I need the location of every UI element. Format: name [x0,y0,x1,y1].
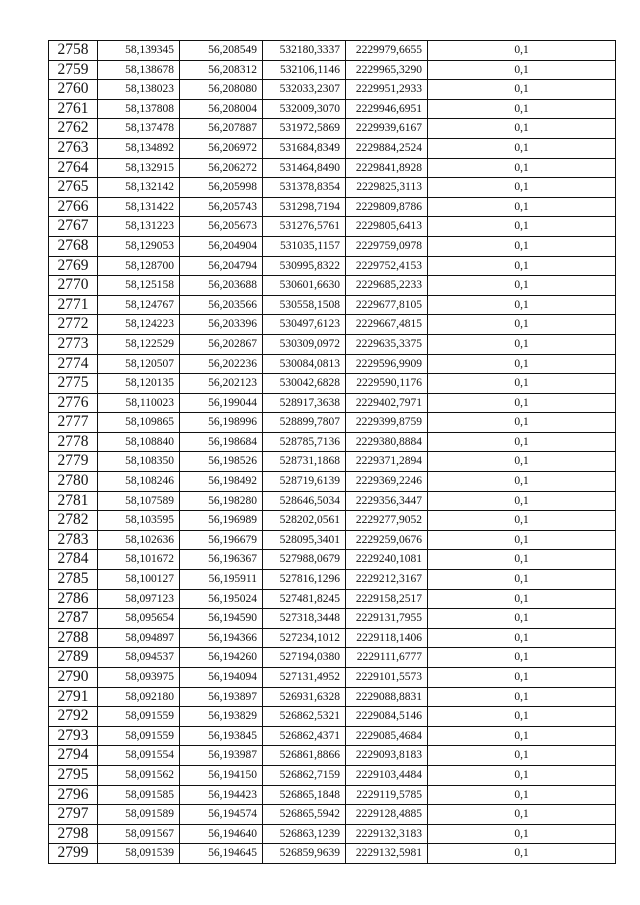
cell-tolerance: 0,1 [428,354,616,374]
cell-tolerance: 0,1 [428,726,616,746]
cell-latitude: 58,110023 [98,393,180,413]
cell-coord-x: 528917,3638 [263,393,346,413]
cell-latitude: 58,091567 [98,824,180,844]
cell-longitude: 56,194260 [180,648,263,668]
cell-coord-x: 531035,1157 [263,236,346,256]
cell-coord-y: 2229805,6413 [346,217,428,237]
cell-tolerance: 0,1 [428,80,616,100]
cell-latitude: 58,091589 [98,805,180,825]
table-row [49,374,616,394]
cell-tolerance: 0,1 [428,511,616,531]
cell-tolerance: 0,1 [428,648,616,668]
cell-latitude: 58,129053 [98,236,180,256]
cell-point-number: 2791 [49,687,98,707]
cell-latitude: 58,138678 [98,60,180,80]
cell-coord-x: 530558,1508 [263,295,346,315]
table-row [49,178,616,198]
cell-tolerance: 0,1 [428,844,616,864]
cell-coord-x: 527194,0380 [263,648,346,668]
cell-latitude: 58,091554 [98,746,180,766]
cell-tolerance: 0,1 [428,276,616,296]
cell-longitude: 56,196367 [180,550,263,570]
cell-tolerance: 0,1 [428,707,616,727]
cell-tolerance: 0,1 [428,765,616,785]
cell-point-number: 2788 [49,628,98,648]
table-row [49,158,616,178]
table-row [49,648,616,668]
table-row [49,354,616,374]
cell-coord-x: 531378,8354 [263,178,346,198]
cell-longitude: 56,205673 [180,217,263,237]
cell-latitude: 58,124767 [98,295,180,315]
cell-point-number: 2769 [49,256,98,276]
cell-latitude: 58,138023 [98,80,180,100]
cell-longitude: 56,198684 [180,432,263,452]
cell-point-number: 2794 [49,746,98,766]
cell-coord-y: 2229685,2233 [346,276,428,296]
table-row [49,511,616,531]
cell-point-number: 2770 [49,276,98,296]
cell-coord-y: 2229240,1081 [346,550,428,570]
cell-coord-y: 2229752,4153 [346,256,428,276]
cell-latitude: 58,137478 [98,119,180,139]
cell-latitude: 58,094537 [98,648,180,668]
table-row [49,60,616,80]
cell-latitude: 58,091559 [98,726,180,746]
cell-point-number: 2768 [49,236,98,256]
cell-latitude: 58,102636 [98,530,180,550]
cell-coord-y: 2229979,6655 [346,41,428,61]
cell-coord-y: 2229590,1176 [346,374,428,394]
cell-tolerance: 0,1 [428,746,616,766]
cell-point-number: 2796 [49,785,98,805]
cell-coord-y: 2229946,6951 [346,99,428,119]
cell-tolerance: 0,1 [428,374,616,394]
cell-coord-x: 531684,8349 [263,138,346,158]
cell-longitude: 56,202236 [180,354,263,374]
table-row [49,824,616,844]
cell-point-number: 2759 [49,60,98,80]
cell-point-number: 2760 [49,80,98,100]
cell-point-number: 2780 [49,472,98,492]
table-row [49,707,616,727]
table-row [49,138,616,158]
cell-latitude: 58,091585 [98,785,180,805]
cell-latitude: 58,095654 [98,609,180,629]
cell-tolerance: 0,1 [428,138,616,158]
cell-longitude: 56,208312 [180,60,263,80]
cell-point-number: 2767 [49,217,98,237]
cell-tolerance: 0,1 [428,295,616,315]
cell-coord-x: 526931,6328 [263,687,346,707]
table-row [49,785,616,805]
cell-coord-x: 532180,3337 [263,41,346,61]
cell-longitude: 56,193897 [180,687,263,707]
table-row [49,393,616,413]
cell-tolerance: 0,1 [428,628,616,648]
cell-longitude: 56,208549 [180,41,263,61]
cell-point-number: 2798 [49,824,98,844]
cell-longitude: 56,206272 [180,158,263,178]
cell-longitude: 56,202123 [180,374,263,394]
cell-coord-x: 526859,9639 [263,844,346,864]
cell-latitude: 58,093975 [98,668,180,688]
cell-coord-y: 2229131,7955 [346,609,428,629]
cell-latitude: 58,108350 [98,452,180,472]
cell-tolerance: 0,1 [428,452,616,472]
cell-coord-x: 527481,8245 [263,589,346,609]
cell-coord-y: 2229212,3167 [346,570,428,590]
cell-longitude: 56,199044 [180,393,263,413]
cell-latitude: 58,109865 [98,413,180,433]
cell-tolerance: 0,1 [428,315,616,335]
cell-tolerance: 0,1 [428,491,616,511]
cell-coord-x: 530084,0813 [263,354,346,374]
table-row [49,315,616,335]
table-row [49,589,616,609]
cell-coord-y: 2229939,6167 [346,119,428,139]
cell-point-number: 2765 [49,178,98,198]
cell-longitude: 56,208080 [180,80,263,100]
coordinates-table-body [49,41,616,864]
cell-latitude: 58,108840 [98,432,180,452]
table-row [49,687,616,707]
cell-point-number: 2764 [49,158,98,178]
table-row [49,628,616,648]
cell-longitude: 56,196679 [180,530,263,550]
table-row [49,41,616,61]
cell-point-number: 2797 [49,805,98,825]
cell-coord-y: 2229667,4815 [346,315,428,335]
cell-tolerance: 0,1 [428,589,616,609]
cell-coord-y: 2229596,9909 [346,354,428,374]
table-row [49,491,616,511]
cell-coord-x: 532033,2307 [263,80,346,100]
cell-longitude: 56,198526 [180,452,263,472]
cell-coord-x: 528731,1868 [263,452,346,472]
table-row [49,119,616,139]
cell-coord-x: 530601,6630 [263,276,346,296]
cell-tolerance: 0,1 [428,334,616,354]
cell-coord-y: 2229809,8786 [346,197,428,217]
cell-longitude: 56,203688 [180,276,263,296]
cell-coord-y: 2229085,4684 [346,726,428,746]
cell-tolerance: 0,1 [428,609,616,629]
cell-latitude: 58,132915 [98,158,180,178]
cell-coord-x: 531276,5761 [263,217,346,237]
cell-point-number: 2789 [49,648,98,668]
cell-point-number: 2781 [49,491,98,511]
cell-longitude: 56,198280 [180,491,263,511]
cell-coord-x: 528202,0561 [263,511,346,531]
cell-latitude: 58,137808 [98,99,180,119]
cell-point-number: 2786 [49,589,98,609]
cell-latitude: 58,122529 [98,334,180,354]
table-row [49,452,616,472]
cell-longitude: 56,203566 [180,295,263,315]
cell-longitude: 56,193987 [180,746,263,766]
cell-latitude: 58,107589 [98,491,180,511]
cell-coord-x: 530309,0972 [263,334,346,354]
cell-coord-x: 530995,8322 [263,256,346,276]
cell-coord-y: 2229759,0978 [346,236,428,256]
cell-coord-y: 2229380,8884 [346,432,428,452]
table-row [49,217,616,237]
cell-point-number: 2785 [49,570,98,590]
table-row [49,197,616,217]
cell-coord-y: 2229884,2524 [346,138,428,158]
cell-longitude: 56,202867 [180,334,263,354]
cell-latitude: 58,120507 [98,354,180,374]
cell-tolerance: 0,1 [428,197,616,217]
cell-tolerance: 0,1 [428,60,616,80]
cell-longitude: 56,194366 [180,628,263,648]
cell-latitude: 58,120135 [98,374,180,394]
cell-point-number: 2787 [49,609,98,629]
cell-tolerance: 0,1 [428,256,616,276]
cell-latitude: 58,139345 [98,41,180,61]
cell-coord-y: 2229118,1406 [346,628,428,648]
cell-longitude: 56,208004 [180,99,263,119]
cell-latitude: 58,100127 [98,570,180,590]
cell-point-number: 2777 [49,413,98,433]
cell-coord-x: 526865,1848 [263,785,346,805]
cell-coord-x: 526862,5321 [263,707,346,727]
cell-latitude: 58,103595 [98,511,180,531]
table-row [49,570,616,590]
cell-coord-y: 2229951,2933 [346,80,428,100]
cell-longitude: 56,204794 [180,256,263,276]
cell-coord-y: 2229119,5785 [346,785,428,805]
cell-point-number: 2766 [49,197,98,217]
cell-point-number: 2784 [49,550,98,570]
cell-coord-x: 531298,7194 [263,197,346,217]
table-row [49,334,616,354]
table-row [49,276,616,296]
cell-coord-x: 528899,7807 [263,413,346,433]
cell-tolerance: 0,1 [428,472,616,492]
cell-longitude: 56,194423 [180,785,263,805]
cell-longitude: 56,195024 [180,589,263,609]
cell-longitude: 56,195911 [180,570,263,590]
cell-tolerance: 0,1 [428,119,616,139]
table-row [49,99,616,119]
table-row [49,432,616,452]
cell-longitude: 56,194094 [180,668,263,688]
cell-tolerance: 0,1 [428,570,616,590]
table-row [49,765,616,785]
cell-longitude: 56,204904 [180,236,263,256]
cell-coord-y: 2229635,3375 [346,334,428,354]
cell-tolerance: 0,1 [428,178,616,198]
cell-coord-x: 526861,8866 [263,746,346,766]
cell-point-number: 2776 [49,393,98,413]
cell-coord-y: 2229103,4484 [346,765,428,785]
cell-coord-x: 527988,0679 [263,550,346,570]
cell-point-number: 2795 [49,765,98,785]
cell-point-number: 2778 [49,432,98,452]
cell-tolerance: 0,1 [428,687,616,707]
cell-point-number: 2773 [49,334,98,354]
table-row [49,726,616,746]
cell-tolerance: 0,1 [428,393,616,413]
cell-latitude: 58,091559 [98,707,180,727]
cell-point-number: 2758 [49,41,98,61]
cell-longitude: 56,193829 [180,707,263,727]
cell-coord-y: 2229356,3447 [346,491,428,511]
cell-coord-x: 530042,6828 [263,374,346,394]
cell-longitude: 56,194640 [180,824,263,844]
cell-point-number: 2772 [49,315,98,335]
cell-longitude: 56,207887 [180,119,263,139]
table-row [49,472,616,492]
cell-point-number: 2762 [49,119,98,139]
cell-coord-x: 528785,7136 [263,432,346,452]
cell-tolerance: 0,1 [428,824,616,844]
cell-coord-y: 2229132,3183 [346,824,428,844]
table-row [49,256,616,276]
cell-coord-y: 2229371,2894 [346,452,428,472]
cell-coord-x: 526863,1239 [263,824,346,844]
cell-coord-y: 2229841,8928 [346,158,428,178]
cell-latitude: 58,094897 [98,628,180,648]
cell-coord-y: 2229399,8759 [346,413,428,433]
cell-latitude: 58,092180 [98,687,180,707]
cell-coord-x: 526865,5942 [263,805,346,825]
cell-longitude: 56,193845 [180,726,263,746]
cell-tolerance: 0,1 [428,530,616,550]
cell-coord-y: 2229158,2517 [346,589,428,609]
cell-coord-x: 527816,1296 [263,570,346,590]
cell-latitude: 58,124223 [98,315,180,335]
table-row [49,413,616,433]
cell-longitude: 56,196989 [180,511,263,531]
cell-longitude: 56,198492 [180,472,263,492]
cell-point-number: 2775 [49,374,98,394]
cell-coord-x: 526862,7159 [263,765,346,785]
cell-point-number: 2782 [49,511,98,531]
cell-coord-x: 532009,3070 [263,99,346,119]
cell-tolerance: 0,1 [428,668,616,688]
cell-latitude: 58,125158 [98,276,180,296]
cell-tolerance: 0,1 [428,550,616,570]
cell-latitude: 58,131422 [98,197,180,217]
table-row [49,609,616,629]
table-row [49,668,616,688]
cell-coord-x: 528095,3401 [263,530,346,550]
cell-latitude: 58,134892 [98,138,180,158]
cell-coord-x: 530497,6123 [263,315,346,335]
cell-coord-y: 2229277,9052 [346,511,428,531]
cell-latitude: 58,091562 [98,765,180,785]
cell-latitude: 58,131223 [98,217,180,237]
cell-coord-x: 527234,1012 [263,628,346,648]
cell-coord-x: 526862,4371 [263,726,346,746]
cell-tolerance: 0,1 [428,99,616,119]
cell-coord-y: 2229111,6777 [346,648,428,668]
cell-longitude: 56,198996 [180,413,263,433]
cell-point-number: 2774 [49,354,98,374]
cell-coord-y: 2229825,3113 [346,178,428,198]
cell-latitude: 58,132142 [98,178,180,198]
cell-coord-y: 2229101,5573 [346,668,428,688]
cell-point-number: 2799 [49,844,98,864]
cell-longitude: 56,194150 [180,765,263,785]
cell-coord-x: 528719,6139 [263,472,346,492]
cell-tolerance: 0,1 [428,432,616,452]
cell-coord-y: 2229093,8183 [346,746,428,766]
table-row [49,530,616,550]
cell-latitude: 58,108246 [98,472,180,492]
cell-longitude: 56,205998 [180,178,263,198]
cell-tolerance: 0,1 [428,41,616,61]
cell-coord-y: 2229132,5981 [346,844,428,864]
cell-tolerance: 0,1 [428,785,616,805]
table-row [49,746,616,766]
cell-longitude: 56,206972 [180,138,263,158]
cell-coord-x: 532106,1146 [263,60,346,80]
cell-point-number: 2771 [49,295,98,315]
cell-longitude: 56,194590 [180,609,263,629]
cell-coord-y: 2229677,8105 [346,295,428,315]
table-row [49,805,616,825]
cell-point-number: 2761 [49,99,98,119]
cell-latitude: 58,097123 [98,589,180,609]
cell-tolerance: 0,1 [428,158,616,178]
cell-coord-y: 2229965,3290 [346,60,428,80]
cell-coord-x: 527131,4952 [263,668,346,688]
coordinates-table [48,40,616,864]
cell-coord-y: 2229259,0676 [346,530,428,550]
cell-tolerance: 0,1 [428,217,616,237]
cell-point-number: 2783 [49,530,98,550]
cell-coord-y: 2229088,8831 [346,687,428,707]
cell-point-number: 2763 [49,138,98,158]
cell-coord-x: 527318,3448 [263,609,346,629]
cell-point-number: 2790 [49,668,98,688]
cell-point-number: 2779 [49,452,98,472]
cell-longitude: 56,205743 [180,197,263,217]
table-row [49,295,616,315]
table-row [49,80,616,100]
cell-tolerance: 0,1 [428,413,616,433]
cell-tolerance: 0,1 [428,805,616,825]
table-row [49,844,616,864]
cell-latitude: 58,128700 [98,256,180,276]
cell-longitude: 56,194574 [180,805,263,825]
cell-tolerance: 0,1 [428,236,616,256]
table-row [49,550,616,570]
cell-coord-y: 2229402,7971 [346,393,428,413]
cell-coord-y: 2229369,2246 [346,472,428,492]
cell-coord-y: 2229128,4885 [346,805,428,825]
cell-point-number: 2792 [49,707,98,727]
cell-point-number: 2793 [49,726,98,746]
cell-longitude: 56,203396 [180,315,263,335]
table-row [49,236,616,256]
cell-longitude: 56,194645 [180,844,263,864]
cell-coord-y: 2229084,5146 [346,707,428,727]
cell-latitude: 58,101672 [98,550,180,570]
cell-coord-x: 531464,8490 [263,158,346,178]
cell-latitude: 58,091539 [98,844,180,864]
cell-coord-x: 528646,5034 [263,491,346,511]
cell-coord-x: 531972,5869 [263,119,346,139]
